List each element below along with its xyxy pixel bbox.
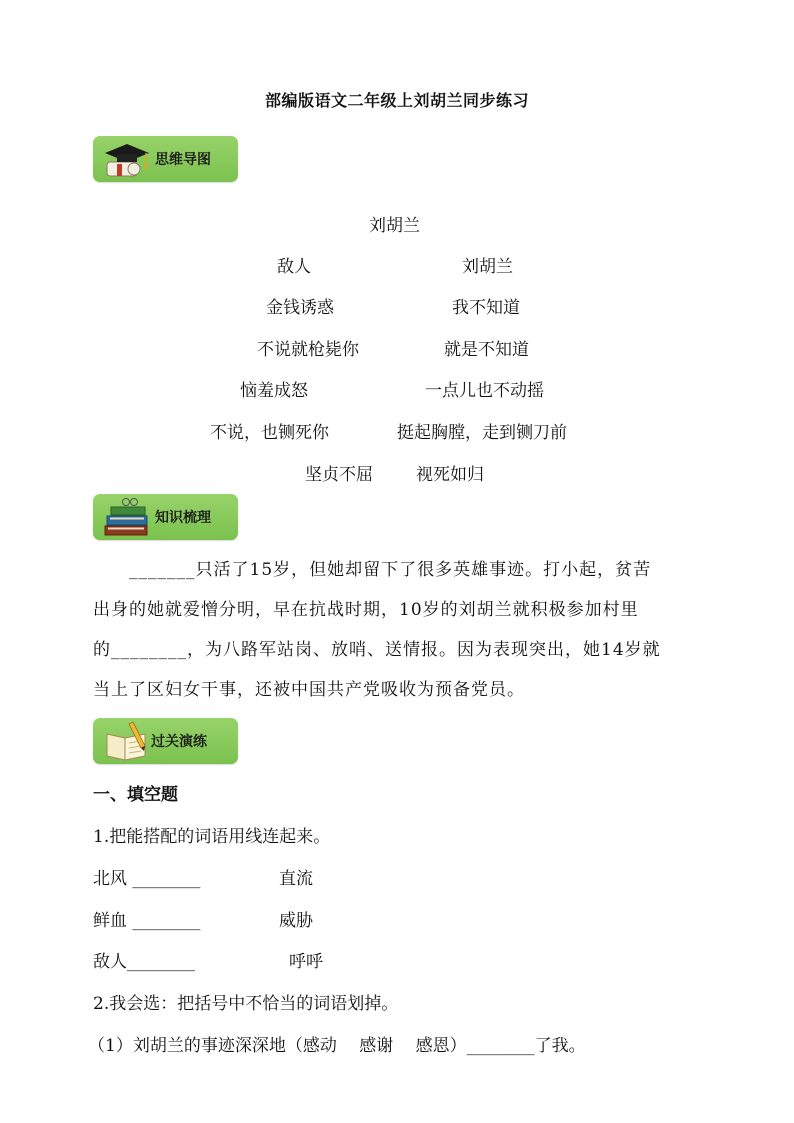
knowledge-line-3: 的________，为八路军站岗、放哨、送情报。因为表现突出，她14岁就	[93, 640, 661, 660]
section-label: 思维导图	[155, 152, 211, 168]
mindmap-right-1: 刘胡兰	[462, 257, 513, 277]
knowledge-line-1: _______只活了15岁，但她却留下了很多英雄事迹。打小起，贫苦	[129, 560, 652, 580]
section-badge-mindmap	[93, 136, 238, 182]
section-label: 知识梳理	[155, 510, 211, 526]
knowledge-paragraph	[93, 550, 703, 710]
mindmap-right-2: 我不知道	[452, 298, 520, 318]
notebook-pencil-icon	[99, 720, 157, 764]
mindmap-right-6: 视死如归	[416, 465, 484, 485]
match-left-3: 敌人________	[93, 952, 195, 972]
match-left-1: 北风 ________	[93, 869, 201, 889]
question-2: 2.我会选：把括号中不恰当的词语划掉。	[93, 994, 399, 1014]
books-icon	[99, 496, 157, 540]
section-badge-practice	[93, 718, 238, 764]
mindmap-left-2: 金钱诱惑	[266, 298, 334, 318]
mindmap-left-1: 敌人	[277, 257, 311, 277]
section-label: 过关演练	[151, 734, 207, 750]
question-1: 1.把能搭配的词语用线连起来。	[93, 827, 331, 847]
mindmap-left-6: 坚贞不屈	[305, 465, 373, 485]
knowledge-line-2: 出身的她就爱憎分明，早在抗战时期，10岁的刘胡兰就积极参加村里	[93, 600, 639, 620]
mindmap-right-5: 挺起胸膛，走到铡刀前	[397, 423, 567, 443]
mindmap-right-3: 就是不知道	[444, 340, 529, 360]
match-right-3: 呼呼	[289, 952, 323, 972]
graduation-cap-icon	[99, 138, 155, 182]
mindmap-right-4: 一点儿也不动摇	[425, 381, 544, 401]
question-2-1: （1）刘胡兰的事迹深深地（感动 感谢 感恩）________了我。	[88, 1036, 586, 1056]
section-badge-knowledge	[93, 494, 238, 540]
mindmap-left-4: 恼羞成怒	[240, 381, 308, 401]
page-title: 部编版语文二年级上刘胡兰同步练习	[264, 91, 529, 110]
match-right-1: 直流	[279, 869, 313, 889]
match-left-2: 鲜血 ________	[93, 911, 201, 931]
knowledge-line-4: 当上了区妇女干事，还被中国共产党吸收为预备党员。	[93, 680, 525, 700]
match-right-2: 威胁	[279, 911, 313, 931]
practice-heading: 一、填空题	[93, 785, 178, 805]
mindmap-left-5: 不说，也铡死你	[210, 423, 329, 443]
mindmap-center: 刘胡兰	[369, 216, 420, 236]
mindmap-left-3: 不说就枪毙你	[257, 340, 359, 360]
